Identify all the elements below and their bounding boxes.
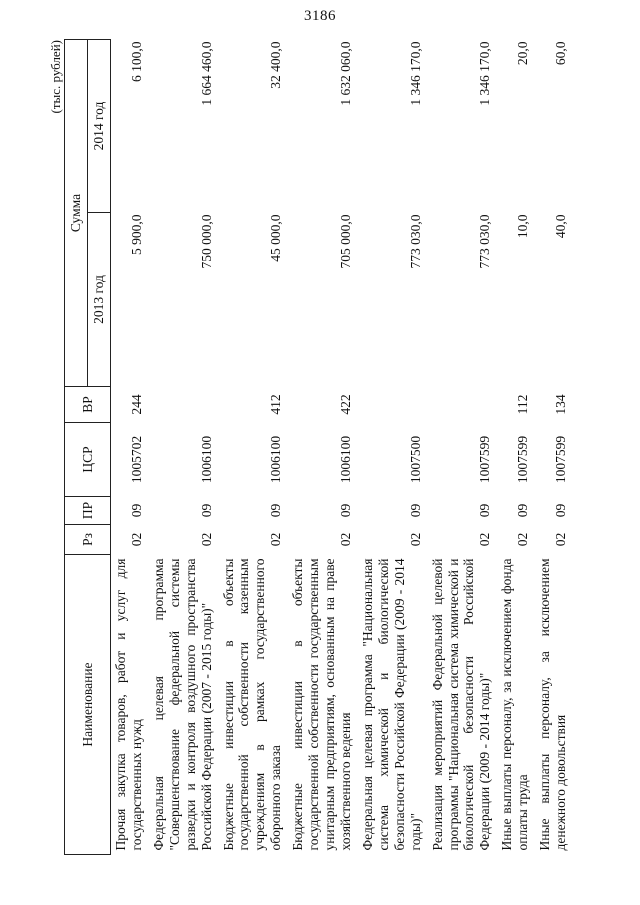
row-name: Бюджетные инвестиции в объекты государственной собственности государственным унитарным предприятиям, основанным на праве хозяйственного ведения — [290, 558, 353, 851]
row-rz: 02 — [477, 532, 493, 547]
header-2014: 2014 год — [88, 39, 111, 212]
row-pr: 09 — [268, 503, 284, 518]
row-pr: 09 — [128, 503, 144, 518]
table-row — [288, 39, 358, 854]
row-pr: 09 — [337, 503, 353, 518]
table-row — [149, 39, 219, 854]
row-csr: 1007599 — [553, 435, 569, 484]
row-pr: 09 — [553, 503, 569, 518]
header-name: Наименование — [65, 555, 111, 855]
row-name: Иные выплаты персоналу, за исключением денежного довольствия — [537, 558, 569, 851]
row-rz: 02 — [337, 532, 353, 547]
row-csr: 1006100 — [337, 435, 353, 484]
row-sum-2014: 20,0 — [515, 41, 531, 66]
row-vr — [428, 387, 498, 423]
row-csr: 1007500 — [407, 435, 423, 484]
row-csr: 1007599 — [515, 435, 531, 484]
header-row — [65, 39, 88, 854]
row-rz: 02 — [515, 532, 531, 547]
table-row — [497, 39, 535, 854]
row-sum-2014: 1 346 170,0 — [477, 41, 493, 106]
row-vr — [149, 387, 219, 423]
header-sum: Сумма — [65, 39, 88, 386]
row-vr — [358, 387, 428, 423]
row-sum-2014: 60,0 — [553, 41, 569, 66]
row-sum-2013: 773 030,0 — [407, 214, 423, 269]
row-pr: 09 — [515, 503, 531, 518]
row-sum-2013: 10,0 — [515, 214, 531, 239]
row-sum-2013: 750 000,0 — [198, 214, 214, 269]
budget-table — [64, 39, 573, 855]
table-row — [219, 39, 289, 854]
unit-note: (тыс. рублей) — [48, 40, 63, 114]
row-csr: 1007599 — [477, 435, 493, 484]
table-row — [428, 39, 498, 854]
row-rz: 02 — [407, 532, 423, 547]
row-sum-2013: 45 000,0 — [268, 214, 284, 262]
row-csr: 1005702 — [128, 435, 144, 484]
header-rz: Рз — [65, 525, 111, 555]
row-name: Прочая закупка товаров, работ и услуг для государственных нужд — [113, 558, 144, 851]
page-number: 3186 — [304, 8, 336, 24]
row-sum-2014: 1 632 060,0 — [337, 41, 353, 106]
row-pr: 09 — [477, 503, 493, 518]
table-row — [358, 39, 428, 854]
row-rz: 02 — [128, 532, 144, 547]
row-pr: 09 — [198, 503, 214, 518]
row-pr: 09 — [407, 503, 423, 518]
row-sum-2013: 40,0 — [553, 214, 569, 239]
header-csr: ЦСР — [65, 423, 111, 497]
row-sum-2014: 6 100,0 — [128, 41, 144, 82]
row-vr: 412 — [268, 394, 284, 415]
row-sum-2014: 32 400,0 — [268, 41, 284, 89]
rotated-sheet — [48, 40, 603, 855]
row-name: Реализация мероприятий Федеральной целевой программы "Национальная система химической и биологической безопасности Российской Федерации (2009 - 2014 годы)" — [429, 558, 493, 851]
row-sum-2013: 705 000,0 — [337, 214, 353, 269]
row-csr: 1006100 — [198, 435, 214, 484]
header-vr: ВР — [65, 387, 111, 423]
row-sum-2014: 1 346 170,0 — [407, 41, 423, 106]
row-sum-2013: 5 900,0 — [128, 214, 144, 255]
row-name: Федеральная целевая программа "Совершенствование федеральной системы разведки и контроля воздушного пространства Российской Федерации (2007 - 2015 годы)" — [150, 558, 214, 851]
row-name: Иные выплаты персоналу, за исключением фонда оплаты труда — [499, 558, 531, 851]
row-vr: 422 — [337, 394, 353, 415]
row-csr: 1006100 — [268, 435, 284, 484]
row-vr: 134 — [553, 394, 569, 415]
row-sum-2013: 773 030,0 — [477, 214, 493, 269]
row-rz: 02 — [198, 532, 214, 547]
header-pr: ПР — [65, 497, 111, 525]
row-name: Федеральная целевая программа "Национальная система химической и биологической безопасности Российской Федерации (2009 - 2014 годы)" — [359, 558, 423, 851]
table-row — [535, 39, 573, 854]
row-rz: 02 — [553, 532, 569, 547]
row-vr: 112 — [515, 394, 531, 415]
table-row — [111, 39, 149, 854]
header-2013: 2013 год — [88, 213, 111, 387]
row-name: Бюджетные инвестиции в объекты государственной собственности казенным учреждениям в рамках государственного оборонного заказа — [220, 558, 284, 851]
row-rz: 02 — [268, 532, 284, 547]
row-sum-2014: 1 664 460,0 — [198, 41, 214, 106]
row-vr: 244 — [128, 394, 144, 415]
